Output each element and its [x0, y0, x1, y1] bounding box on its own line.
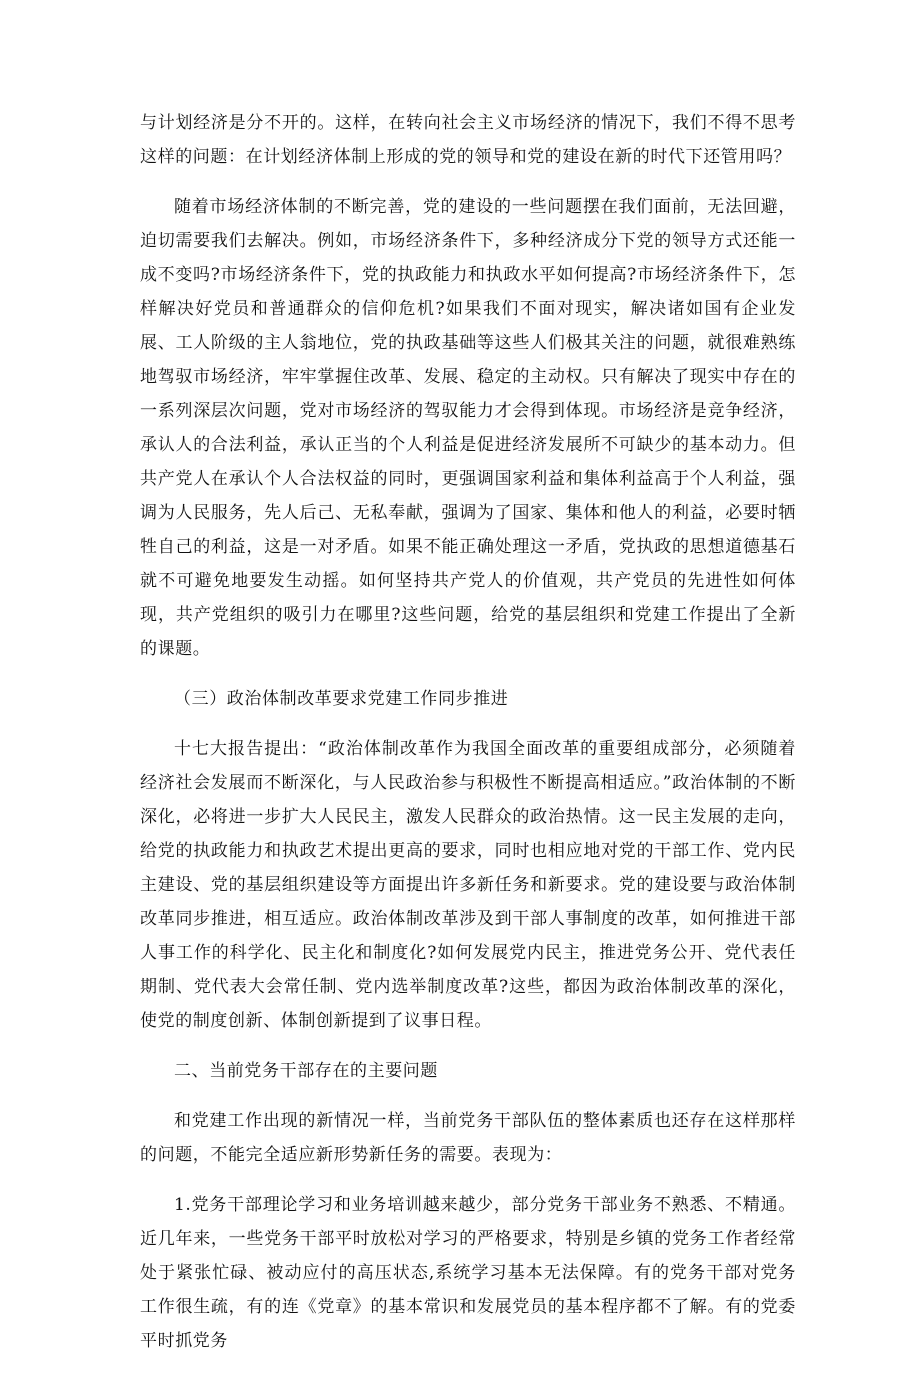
- paragraph-market-economy: 随着市场经济体制的不断完善，党的建设的一些问题摆在我们面前，无法回避，迫切需要我们去解决。例如，市场经济条件下，多种经济成分下党的领导方式还能一成不变吗?市场经济条件下，党的执政能力和执政水平如何提高?市场经济条件下，怎样解决好党员和普通群众的信仰危机?如果我们不面对现实，解决诸如国有企业发展、工人阶级的主人翁地位，党的执政基础等这些人们极其关注的问题，就很难熟练地驾驭市场经济，牢牢掌握住改革、发展、稳定的主动权。只有解决了现实中存在的一系列深层次问题，党对市场经济的驾驭能力才会得到体现。市场经济是竞争经济，承认人的合法利益，承认正当的个人利益是促进经济发展所不可缺少的基本动力。但共产党人在承认个人合法权益的同时，更强调国家利益和集体利益高于个人利益，强调为人民服务，先人后己、无私奉献，强调为了国家、集体和他人的利益，必要时牺牲自己的利益，这是一对矛盾。如果不能正确处理这一矛盾，党执政的思想道德基石就不可避免地要发生动摇。如何坚持共产党人的价值观，共产党员的先进性如何体现，共产党组织的吸引力在哪里?这些问题，给党的基层组织和党建工作提出了全新的课题。: [140, 197, 796, 659]
- paragraph-continuation: 与计划经济是分不开的。这样，在转向社会主义市场经济的情况下，我们不得不思考这样的问题：在计划经济体制上形成的党的领导和党的建设在新的时代下还管用吗？: [140, 113, 796, 167]
- paragraph-problems-intro: 和党建工作出现的新情况一样，当前党务干部队伍的整体素质也还存在这样那样的问题，不能完全适应新形势新任务的需要。表现为：: [140, 1111, 796, 1165]
- paragraph-problem-1: 1.党务干部理论学习和业务培训越来越少，部分党务干部业务不熟悉、不精通。近几年来，一些党务干部平时放松对学习的严格要求，特别是乡镇的党务工作者经常处于紧张忙碌、被动应付的高压状态,系统学习基本无法保障。有的党务干部对党务工作很生疏，有的连《党章》的基本常识和发展党员的基本程序都不了解。有的党委平时抓党务: [140, 1195, 796, 1351]
- document-page: [140, 106, 796, 1374]
- paragraph-seventeenth-congress: 十七大报告提出：“政治体制改革作为我国全面改革的重要组成部分，必须随着经济社会发展而不断深化，与人民政治参与积极性不断提高相适应。”政治体制的不断深化，必将进一步扩大人民民主，激发人民群众的政治热情。这一民主发展的走向，给党的执政能力和执政艺术提出更高的要求，同时也相应地对党的干部工作、党内民主建设、党的基层组织建设等方面提出许多新任务和新要求。党的建设要与政治体制改革同步推进，相互适应。政治体制改革涉及到干部人事制度的改革，如何推进干部人事工作的科学化、民主化和制度化?如何发展党内民主，推进党务公开、党代表任期制、党代表大会常任制、党内选举制度改革?这些，都因为政治体制改革的深化，使党的制度创新、体制创新提到了议事日程。: [140, 739, 796, 1031]
- subheading-political-reform: （三）政治体制改革要求党建工作同步推进: [174, 689, 509, 709]
- section-heading-main-problems: 二、当前党务干部存在的主要问题: [174, 1061, 438, 1081]
